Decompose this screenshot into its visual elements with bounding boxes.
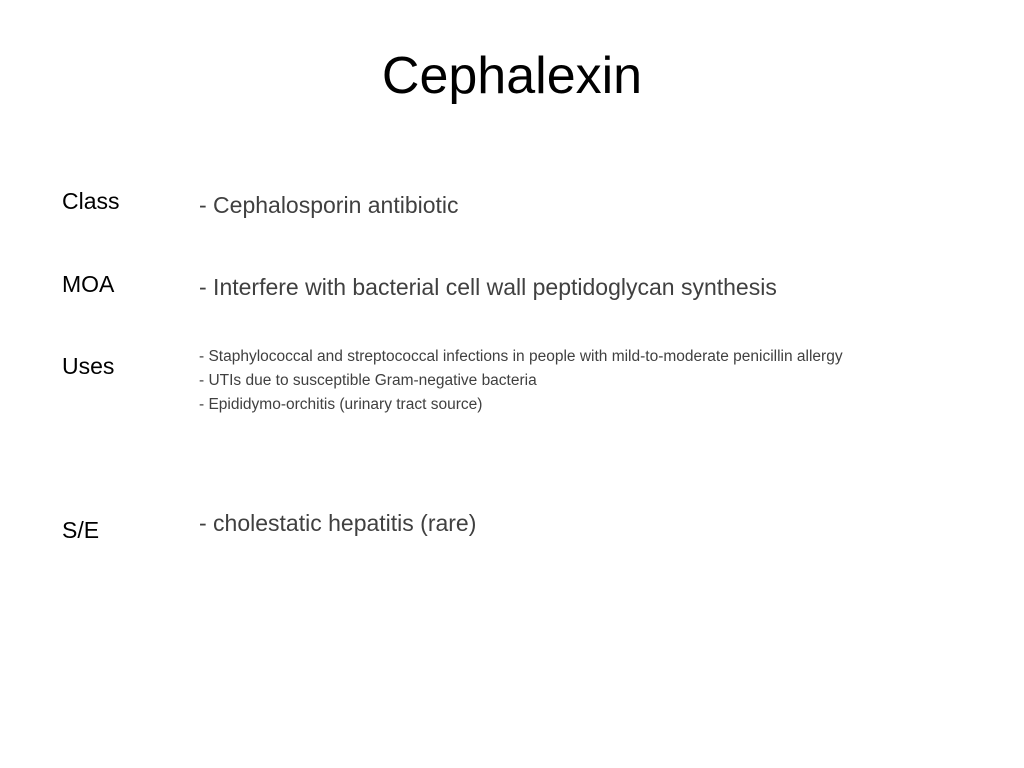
uses-line-3: - Epididymo-orchitis (urinary tract source) xyxy=(199,396,483,413)
uses-line-2: - UTIs due to susceptible Gram-negative bacteria xyxy=(199,372,537,389)
row-value-uses xyxy=(199,345,843,417)
row-value-se xyxy=(199,508,476,538)
slide-title: Cephalexin xyxy=(381,47,643,105)
row-label-class: Class xyxy=(62,188,120,214)
row-label-moa: MOA xyxy=(62,271,115,297)
row-label-se: S/E xyxy=(62,517,100,543)
uses-line-1: - Staphylococcal and streptococcal infections in people with mild-to-moderate penicillin allergy xyxy=(199,348,843,365)
row-label-uses: Uses xyxy=(62,353,115,379)
row-value-moa xyxy=(199,272,777,302)
row-value-class xyxy=(199,190,459,220)
moa-line: - Interfere with bacterial cell wall peptidoglycan synthesis xyxy=(199,274,777,300)
class-line: - Cephalosporin antibiotic xyxy=(199,192,459,218)
se-line: - cholestatic hepatitis (rare) xyxy=(199,510,477,536)
